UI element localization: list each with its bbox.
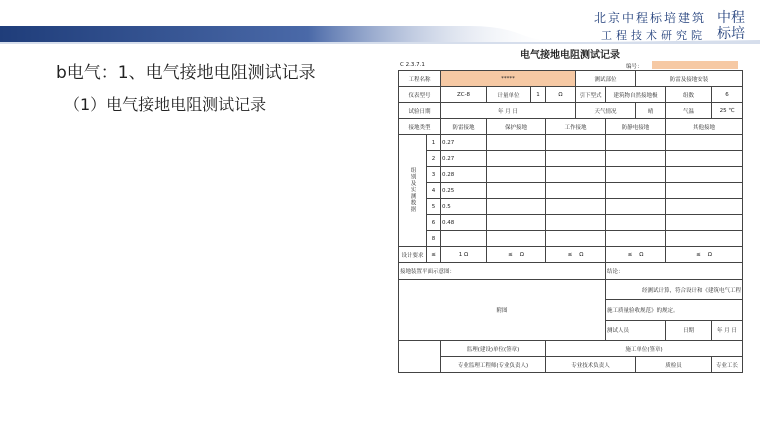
table-row	[399, 71, 743, 87]
unit-label: 计量单位	[487, 87, 531, 103]
type-other: 其他接地	[666, 119, 743, 135]
brand-logo-icon	[714, 7, 748, 41]
group-number: 2	[427, 151, 441, 167]
brand-subname: 工程技术研究院	[601, 29, 706, 42]
table-row	[399, 183, 743, 199]
table-row	[399, 231, 743, 247]
form-title: 电气接地电阻测试记录	[520, 50, 620, 61]
design-protective: ≤ Ω	[487, 247, 546, 263]
table-row	[399, 247, 743, 263]
group-number: 4	[427, 183, 441, 199]
lead-value: 建筑物自然接地极	[606, 87, 666, 103]
svg-text:中程: 中程	[717, 10, 745, 26]
type-working: 工作接地	[546, 119, 606, 135]
design-antistatic: ≤ Ω	[606, 247, 666, 263]
table-row	[399, 357, 743, 373]
temp-value	[712, 103, 743, 119]
weather-label: 天气情况	[576, 103, 636, 119]
design-value: 1 Ω	[441, 247, 487, 263]
table-row	[399, 199, 743, 215]
project-label: 工程名称	[399, 71, 441, 87]
table-row	[399, 280, 743, 300]
form-number-label: 编号：	[626, 64, 643, 70]
slide-subtitle: （1）电气接地电阻测试记录	[64, 95, 267, 114]
date-value2: 年 月 日	[712, 320, 743, 340]
group-number: 8	[427, 231, 441, 247]
table-row	[399, 119, 743, 135]
measured-value: 0.27	[441, 151, 487, 167]
table-row	[399, 151, 743, 167]
unit-symbol: Ω	[546, 87, 576, 103]
sign-foreman: 专业工长	[712, 357, 743, 373]
table-row	[399, 135, 743, 151]
form-number-field	[652, 61, 738, 69]
svg-text:标培: 标培	[717, 26, 745, 41]
location-label: 测试部位	[576, 71, 636, 87]
table-row	[399, 103, 743, 119]
group-number: 6	[427, 215, 441, 231]
conclusion-text2: 施工质量验收规范》的规定。	[606, 300, 743, 320]
table-row	[399, 167, 743, 183]
table-row	[399, 341, 743, 357]
temp-unit: ℃	[728, 107, 735, 114]
weather-value: 晴	[636, 103, 666, 119]
design-label: 设计要求	[399, 247, 427, 263]
instrument-value: ZC-8	[441, 87, 487, 103]
measured-value: 0.27	[441, 135, 487, 151]
group-value: 6	[712, 87, 743, 103]
tester-label: 测试人员	[606, 320, 666, 340]
design-other: ≤ Ω	[666, 247, 743, 263]
temp-number: 25	[719, 107, 727, 114]
measured-label: 组别及实测数据	[399, 135, 427, 247]
design-working: ≤ Ω	[546, 247, 606, 263]
sign-quality: 质检员	[636, 357, 712, 373]
type-lightning: 防雷接地	[441, 119, 487, 135]
design-le: ≤	[427, 247, 441, 263]
location-value: 防雷及接地安装	[636, 71, 743, 87]
temp-label: 气温	[666, 103, 712, 119]
table-row	[399, 215, 743, 231]
measured-value: 0.48	[441, 215, 487, 231]
group-number: 3	[427, 167, 441, 183]
unit-value: 1	[531, 87, 546, 103]
date-label: 试验日期	[399, 103, 441, 119]
lead-label: 引下型式	[576, 87, 606, 103]
construction-unit: 施工单位(签章)	[546, 341, 743, 357]
brand	[594, 9, 746, 43]
slide-title: b电气：1、电气接地电阻测试记录	[56, 63, 316, 83]
instrument-label: 仪表型号	[399, 87, 441, 103]
conclusion-text: 经测试计算，符合设计和《建筑电气工程	[606, 280, 743, 300]
type-antistatic: 防静电接地	[606, 119, 666, 135]
supervision-unit: 监理(建设)单位(签章)	[441, 341, 546, 357]
group-number: 1	[427, 135, 441, 151]
date-value: 年 月 日	[441, 103, 576, 119]
date-label2: 日期	[666, 320, 712, 340]
conclusion-label: 结论：	[606, 263, 743, 280]
form-document	[398, 44, 742, 404]
measured-value	[441, 231, 487, 247]
group-number: 5	[427, 199, 441, 215]
table-row	[399, 263, 743, 280]
type-label: 接地类型	[399, 119, 441, 135]
plan-label: 接地装置平面示意图：	[399, 263, 606, 280]
form-code: C 2.3.7.1	[400, 62, 425, 68]
type-protective: 保护接地	[487, 119, 546, 135]
measured-value: 0.25	[441, 183, 487, 199]
brand-name: 北京中程标培建筑	[593, 11, 706, 25]
table-row	[399, 87, 743, 103]
group-label: 组数	[666, 87, 712, 103]
plan-attached: 附图	[399, 280, 606, 341]
sign-tech: 专业技术负责人	[546, 357, 636, 373]
measured-value: 0.28	[441, 167, 487, 183]
sign-supervisor: 专业监理工程师(专业负责人)	[441, 357, 546, 373]
form-table	[398, 70, 743, 373]
project-value: *****	[441, 71, 576, 87]
measured-value: 0.5	[441, 199, 487, 215]
